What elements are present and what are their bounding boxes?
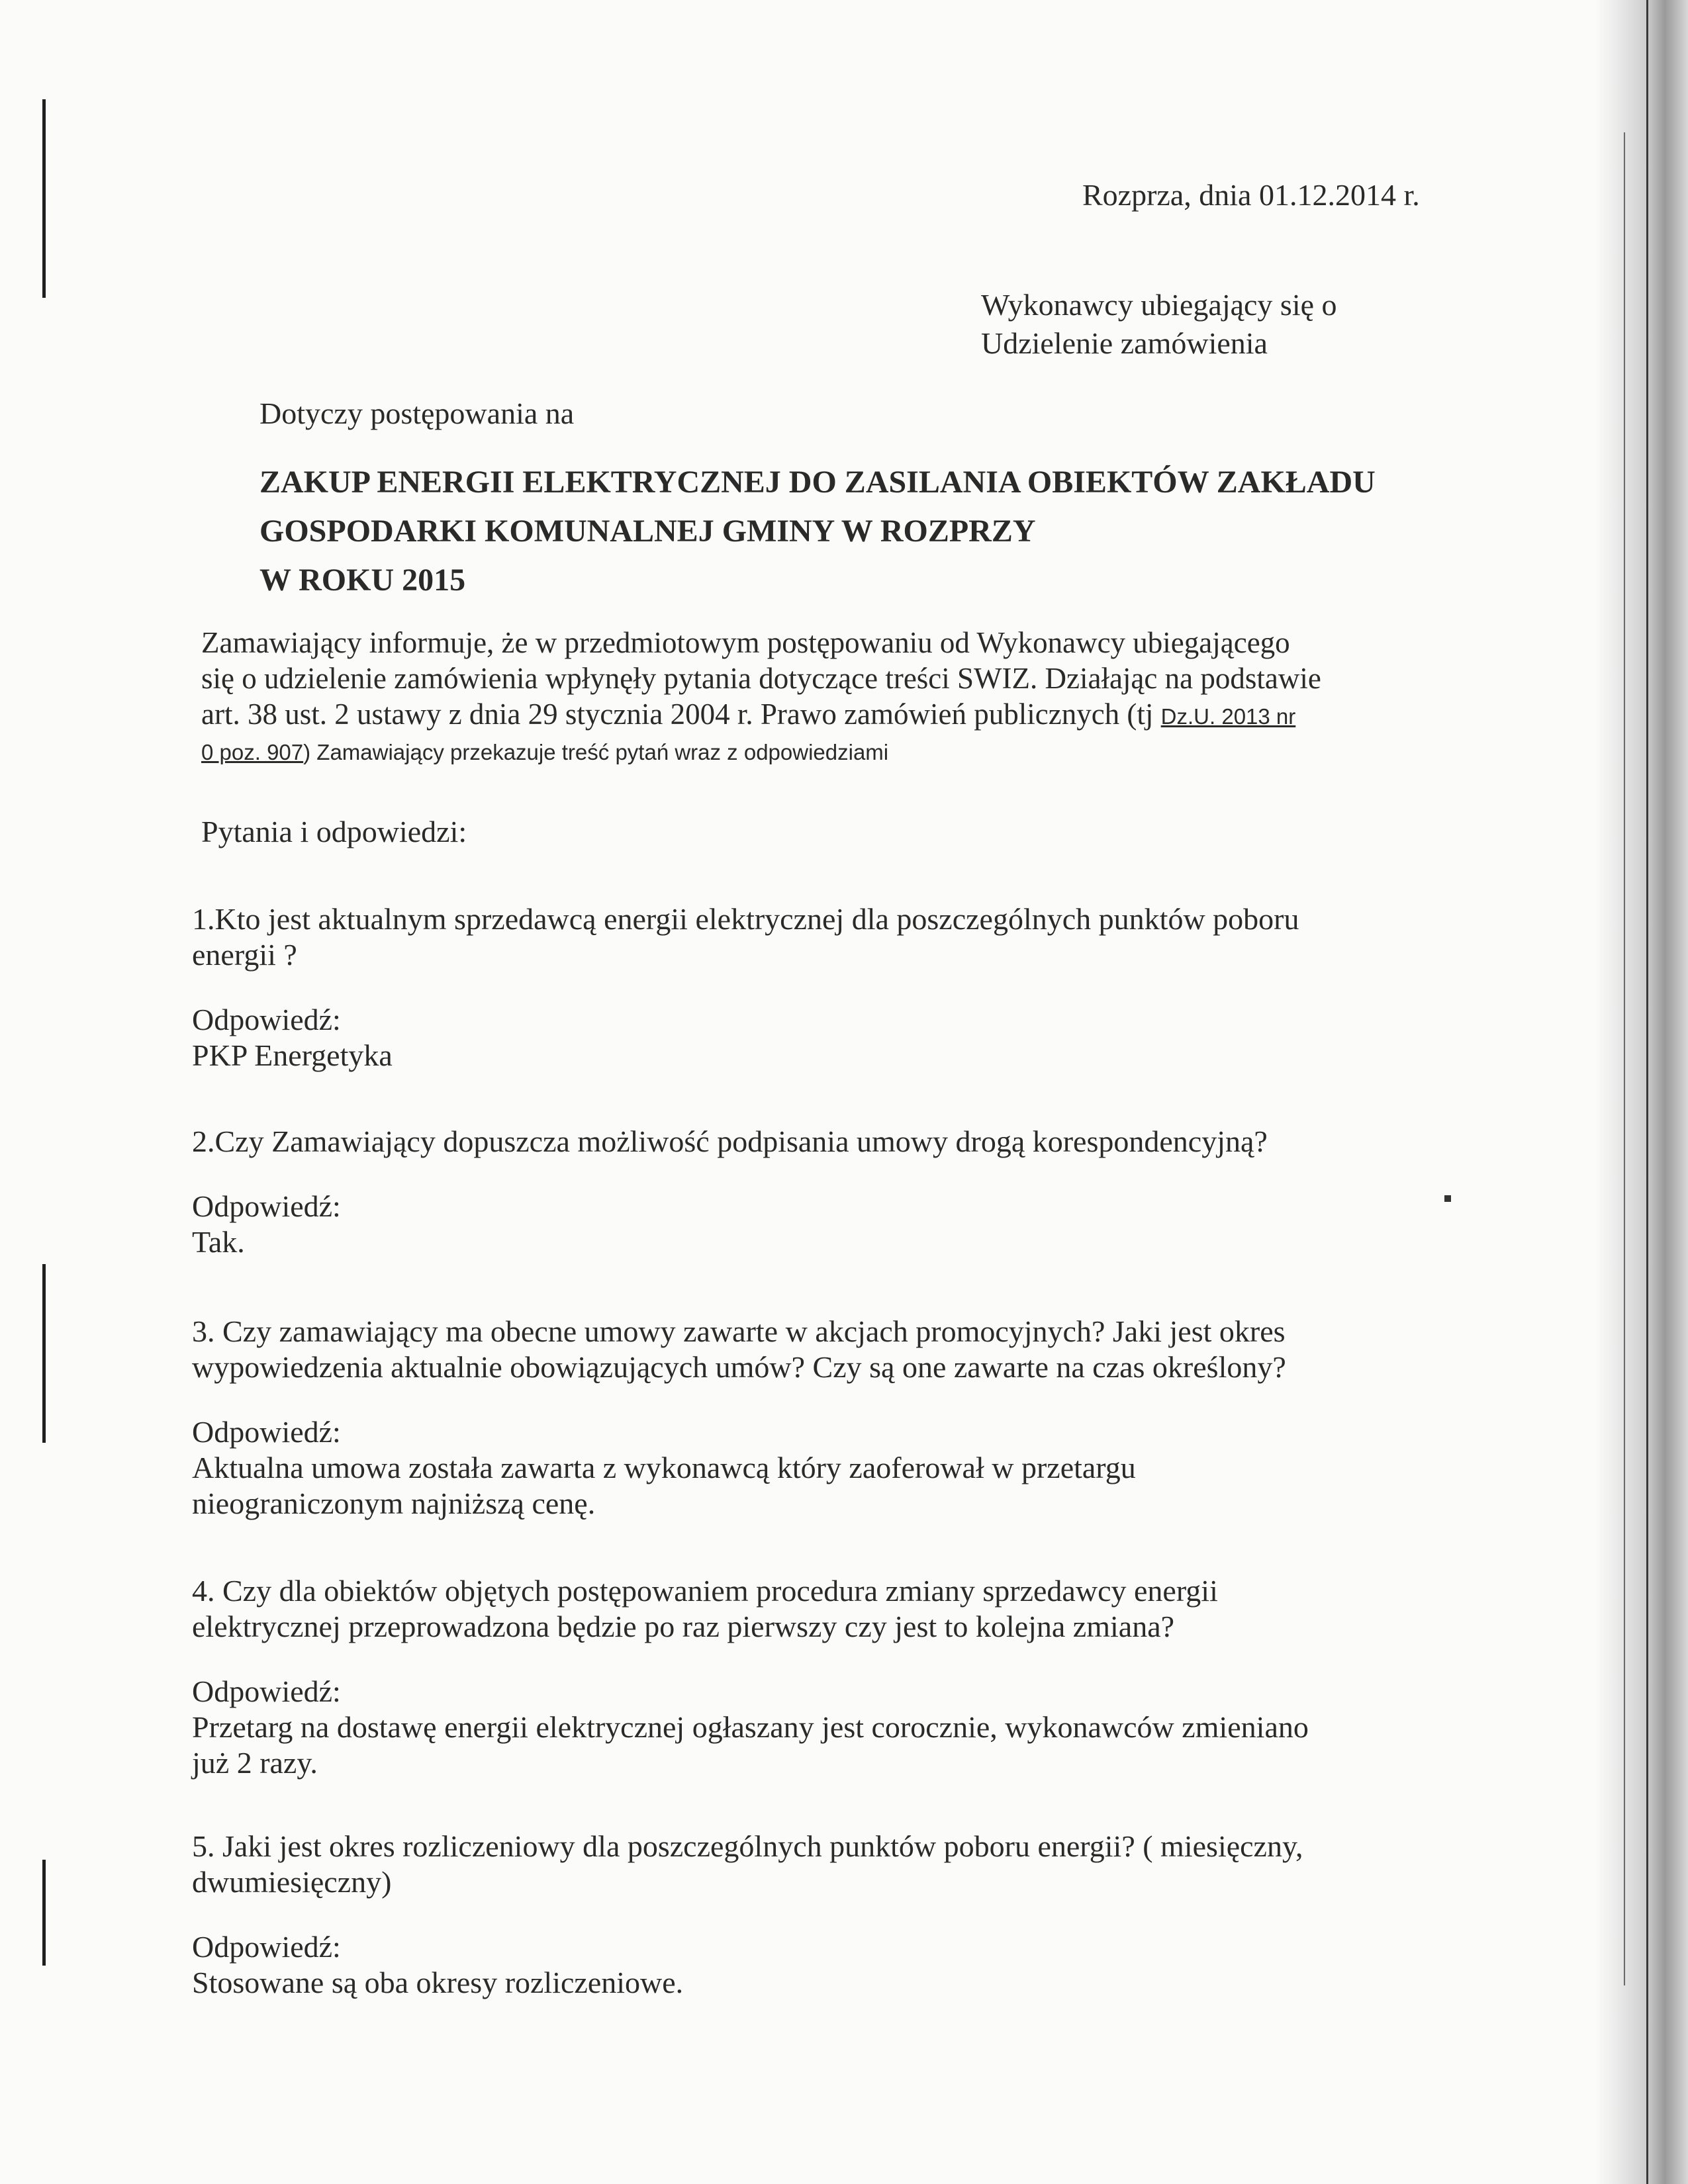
answer-line: Aktualna umowa została zawarta z wykonawcą który zaoferował w przetargu [192,1451,1136,1484]
intro-paragraph [201,625,1321,770]
place-date: Rozprza, dnia 01.12.2014 r. [1082,178,1420,212]
answer-label: Odpowiedź: [192,1930,341,1964]
scan-speck [1444,1195,1451,1202]
title-line: GOSPODARKI KOMUNALNEJ GMINY W ROZPRZY [259,514,1036,549]
answer-label: Odpowiedź: [192,1415,341,1449]
question-line: 3. Czy zamawiający ma obecne umowy zawarte w akcjach promocyjnych? Jaki jest okres [192,1314,1286,1348]
intro-text: art. 38 ust. 2 ustawy z dnia 29 stycznia 2004 r. Prawo zamówień publicznych (tj [201,698,1161,731]
answer [192,1414,1286,1522]
question [192,1314,1286,1385]
intro-text: ) Zamawiający przekazuje treść pytań wraz z odpowiedziami [303,740,889,764]
answer-label: Odpowiedź: [192,1674,341,1708]
answer [192,1674,1309,1781]
qa-heading: Pytania i odpowiedzi: [201,815,467,848]
answer [192,1002,1299,1073]
qa-item [192,1573,1309,1781]
intro-line [201,696,1321,735]
question [192,1573,1309,1645]
question-line: 1.Kto jest aktualnym sprzedawcą energii elektrycznej dla poszczególnych punktów poboru [192,902,1299,936]
question-line: 4. Czy dla obiektów objętych postępowaniem procedura zmiany sprzedawcy energii [192,1574,1218,1608]
scan-mark-left [42,99,46,298]
scan-mark-left [42,1264,46,1443]
title-line: W ROKU 2015 [259,563,466,598]
scan-streak [1624,132,1625,1985]
qa-item [192,1124,1268,1260]
answer-line: już 2 razy. [192,1746,318,1780]
answer [192,1929,1303,2001]
question [192,1124,1268,1160]
answer-label: Odpowiedź: [192,1189,341,1223]
answer-line: Tak. [192,1225,245,1259]
question-line: 5. Jaki jest okres rozliczeniowy dla poszczególnych punktów poboru energii? ( miesięczny, [192,1829,1303,1863]
subject-title [259,458,1376,605]
answer-line: nieograniczonym najniższą cenę. [192,1486,596,1520]
question [192,901,1299,973]
answer-line: Stosowane są oba okresy rozliczeniowe. [192,1966,684,1999]
qa-item [192,1314,1286,1522]
scan-mark-left [42,1860,46,1966]
legal-reference: Dz.U. 2013 nr [1160,704,1296,729]
answer-label: Odpowiedź: [192,1003,341,1036]
question-line: wypowiedzenia aktualnie obowiązujących umów? Czy są one zawarte na czas określony? [192,1350,1286,1384]
question-line: dwumiesięczny) [192,1865,392,1899]
scan-streak [1646,0,1648,2184]
qa-item [192,1829,1303,2001]
title-line: ZAKUP ENERGII ELEKTRYCZNEJ DO ZASILANIA OBIEKTÓW ZAKŁADU [259,465,1376,500]
legal-reference: 0 poz. 907 [201,740,304,764]
recipient-line: Udzielenie zamówienia [981,326,1268,360]
question-line: 2.Czy Zamawiający dopuszcza możliwość podpisania umowy drogą korespondencyjną? [192,1124,1268,1158]
answer [192,1189,1268,1260]
intro-line: się o udzielenie zamówienia wpłynęły pytania dotyczące treści SWIZ. Działając na podstawie [201,662,1321,695]
intro-line: Zamawiający informuje, że w przedmiotowym postępowaniu od Wykonawcy ubiegającego [201,626,1290,659]
recipient-block [981,286,1337,363]
question-line: energii ? [192,938,297,972]
question-line: elektrycznej przeprowadzona będzie po raz pierwszy czy jest to kolejna zmiana? [192,1610,1175,1643]
answer-line: PKP Energetyka [192,1038,393,1072]
recipient-line: Wykonawcy ubiegający się o [981,288,1337,322]
subject-intro: Dotyczy postępowania na [259,396,575,430]
scan-edge-shadow [1595,0,1688,2184]
question [192,1829,1303,1900]
answer-line: Przetarg na dostawę energii elektrycznej ogłaszany jest corocznie, wykonawców zmieniano [192,1710,1309,1744]
intro-line [201,735,1321,770]
qa-item [192,901,1299,1073]
